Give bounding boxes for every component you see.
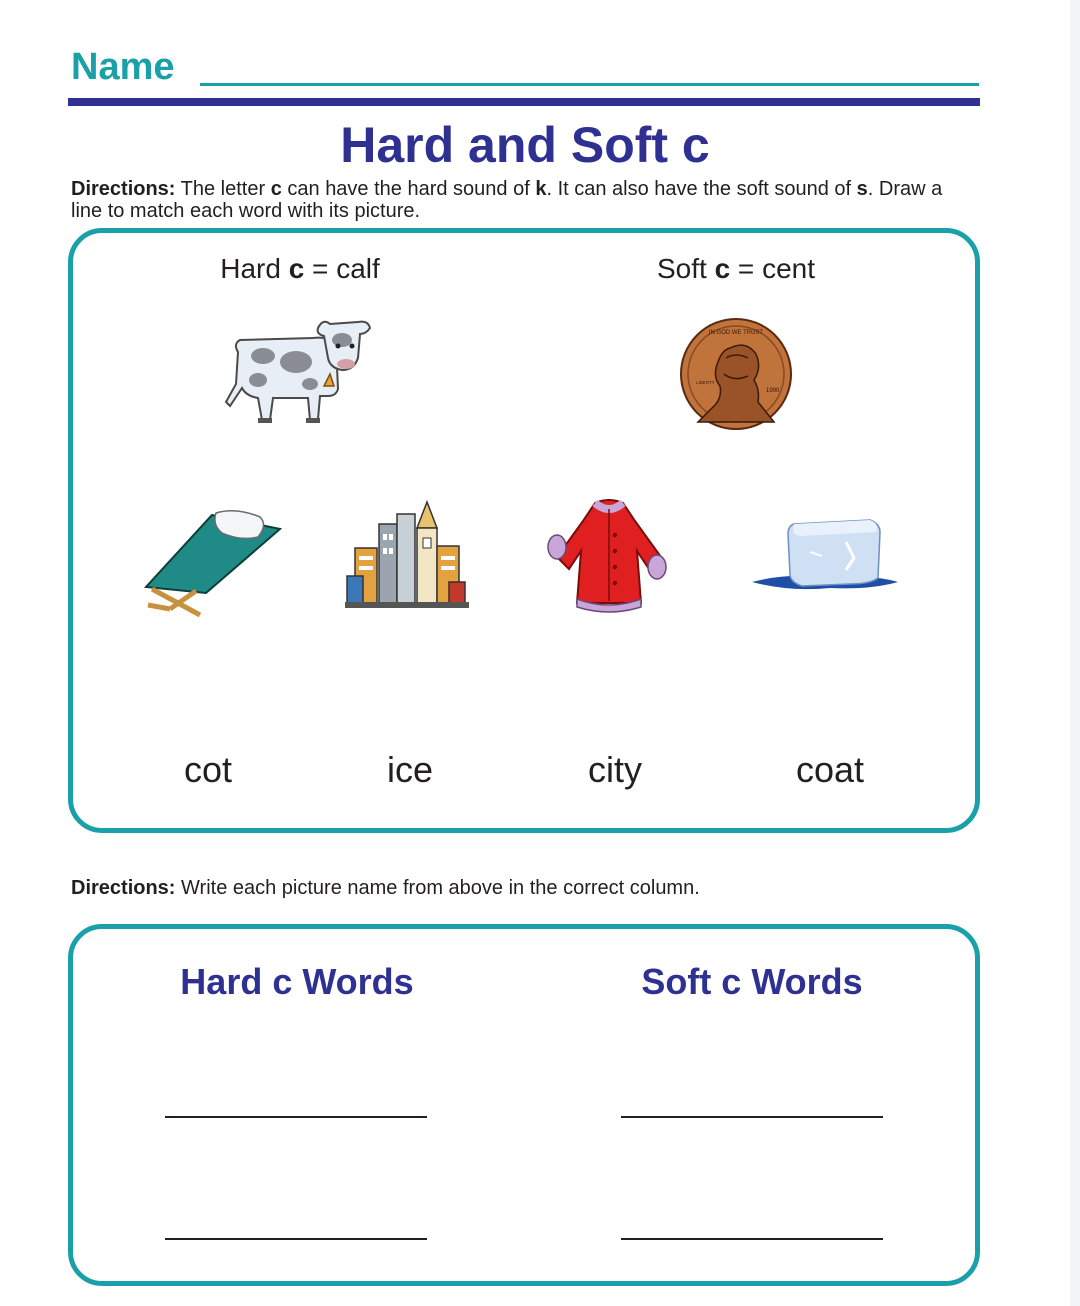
soft-c-blank-2[interactable] xyxy=(621,1238,883,1240)
name-write-line[interactable] xyxy=(200,83,979,86)
word-ice[interactable]: ice xyxy=(386,749,434,790)
directions-text: Write each picture name from above in the correct column. xyxy=(175,877,700,899)
directions-text: . Draw a line to match each word with its picture. xyxy=(71,178,943,222)
word-city[interactable]: city xyxy=(588,749,642,790)
directions-text: The letter xyxy=(175,178,271,200)
page-title: Hard and Soft c xyxy=(340,117,710,173)
hard-c-example: Hard c = calf xyxy=(220,253,380,284)
soft-c-words-heading: Soft c Words xyxy=(641,961,863,1002)
word-cot[interactable]: cot xyxy=(183,749,233,790)
title-divider xyxy=(68,98,980,106)
word-coat[interactable]: coat xyxy=(795,749,865,790)
coin-word: LIBERTY xyxy=(696,380,715,385)
soft-c-blank-1[interactable] xyxy=(621,1116,883,1118)
hard-c-blank-1[interactable] xyxy=(165,1116,427,1118)
hard-c-blank-2[interactable] xyxy=(165,1238,427,1240)
city-icon xyxy=(345,498,470,613)
soft-c-example: Soft c = cent xyxy=(656,253,815,284)
directions-text: . It can also have the soft sound of xyxy=(546,178,857,200)
letter-c: c xyxy=(270,178,282,200)
coin-motto: IN GOD WE TRUST xyxy=(708,330,764,336)
directions-sorting xyxy=(71,877,971,899)
penny-icon xyxy=(678,318,796,432)
letter-k: k xyxy=(535,178,547,200)
directions-matching xyxy=(71,178,971,222)
directions-label: Directions: xyxy=(71,178,176,200)
cot-icon xyxy=(140,505,285,620)
letter-s: s xyxy=(856,178,868,200)
calf-icon xyxy=(218,314,378,434)
directions-label: Directions: xyxy=(71,877,176,899)
coat-icon xyxy=(545,495,673,617)
ice-icon xyxy=(750,512,900,602)
directions-text: can have the hard sound of xyxy=(281,178,536,200)
name-label: Name xyxy=(71,46,175,88)
coin-year: 1990 xyxy=(766,388,780,394)
hard-c-words-heading: Hard c Words xyxy=(180,961,414,1002)
